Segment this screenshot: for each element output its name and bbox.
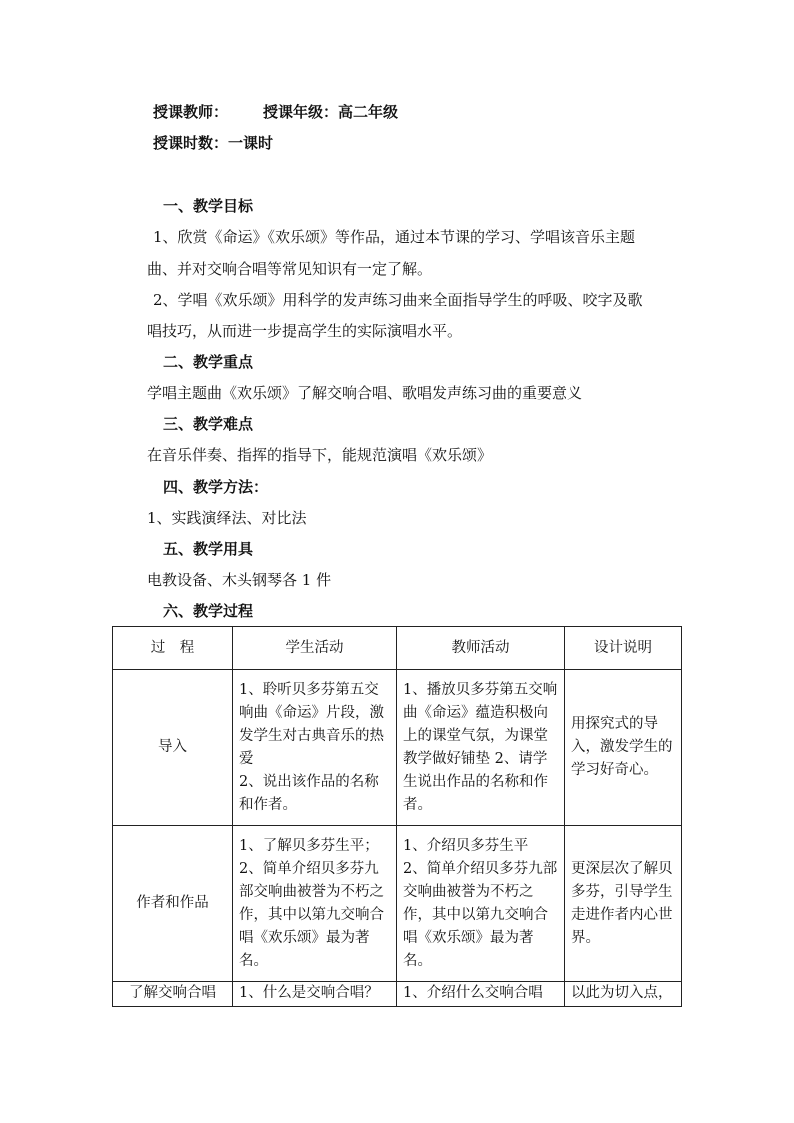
section-heading-methods: 四、教学方法： [163,478,269,496]
table-row [113,670,682,826]
section-heading-tools: 五、教学用具 [163,540,254,558]
row-teacher: 1、介绍什么交响合唱 [397,982,565,1007]
tools-text: 电教设备、木头钢琴各 1 件 [147,571,332,589]
row-design [565,670,682,826]
row-student-text: 1、了解贝多芬生平； 2、简单介绍贝多芬九部交响曲被誉为不朽之作，其中以第九交响合唱《欢乐颂》最为著名。 [239,837,384,969]
row-process: 导入 [113,670,233,826]
row-teacher [397,826,565,982]
section-heading-difficulties: 三、教学难点 [163,415,254,433]
header-student: 学生活动 [233,627,397,670]
section-heading-process: 六、教学过程 [163,602,254,620]
row-teacher-text: 1、播放贝多芬第五交响曲《命运》蕴造积极向上的课堂气氛，为课堂教学做好铺垫 2、请学生说出作品的名称和作者。 [403,681,558,813]
row-teacher [397,670,565,826]
row-student: 1、什么是交响合唱？ [233,982,397,1007]
row-student [233,826,397,982]
section-heading-keypoints: 二、教学重点 [163,353,254,371]
row-design: 以此为切入点， [565,982,682,1007]
table-row [113,982,682,1007]
table-header-row [113,627,682,670]
row-student-text: 1、聆听贝多芬第五交响曲《命运》片段，激发学生对古典音乐的热爱 2、说出该作品的名称和作者。 [239,681,384,813]
process-table [112,626,682,1007]
objectives-p1-line1: 1、欣赏《命运》《欢乐颂》等作品，通过本节课的学习、学唱该音乐主题 [153,228,636,246]
header-process: 过 程 [113,627,233,670]
row-student [233,670,397,826]
objectives-p2-line1: 2、学唱《欢乐颂》用科学的发声练习曲来全面指导学生的呼吸、咬字及歌 [153,291,643,309]
row-process: 了解交响合唱 [113,982,233,1007]
keypoints-text: 学唱主题曲《欢乐颂》了解交响合唱、歌唱发声练习曲的重要意义 [147,384,583,402]
header-teacher: 教师活动 [397,627,565,670]
objectives-p1-line2: 曲、并对交响合唱等常见知识有一定了解。 [147,260,433,278]
difficulties-text: 在音乐伴奏、指挥的指导下，能规范演唱《欢乐颂》 [147,446,493,464]
grade-label: 授课年级：高二年级 [263,103,399,121]
row-design [565,826,682,982]
row-design-text: 更深层次了解贝多芬，引导学生走进作者内心世界。 [571,860,673,946]
hours-label: 授课时数：一课时 [153,134,274,152]
teacher-label: 授课教师： [153,103,229,121]
row-process: 作者和作品 [113,826,233,982]
row-teacher-text: 1、介绍贝多芬生平 2、简单介绍贝多芬九部交响曲被誉为不朽之作，其中以第九交响合唱《欢乐颂》最为著名。 [403,837,558,969]
methods-text: 1、实践演绎法、对比法 [147,509,307,527]
header-design: 设计说明 [565,627,682,670]
row-design-text: 用探究式的导入，激发学生的学习好奇心。 [571,716,673,778]
section-heading-objectives: 一、教学目标 [163,197,254,215]
objectives-p2-line2: 唱技巧，从而进一步提高学生的实际演唱水平。 [147,322,463,340]
table-row [113,826,682,982]
